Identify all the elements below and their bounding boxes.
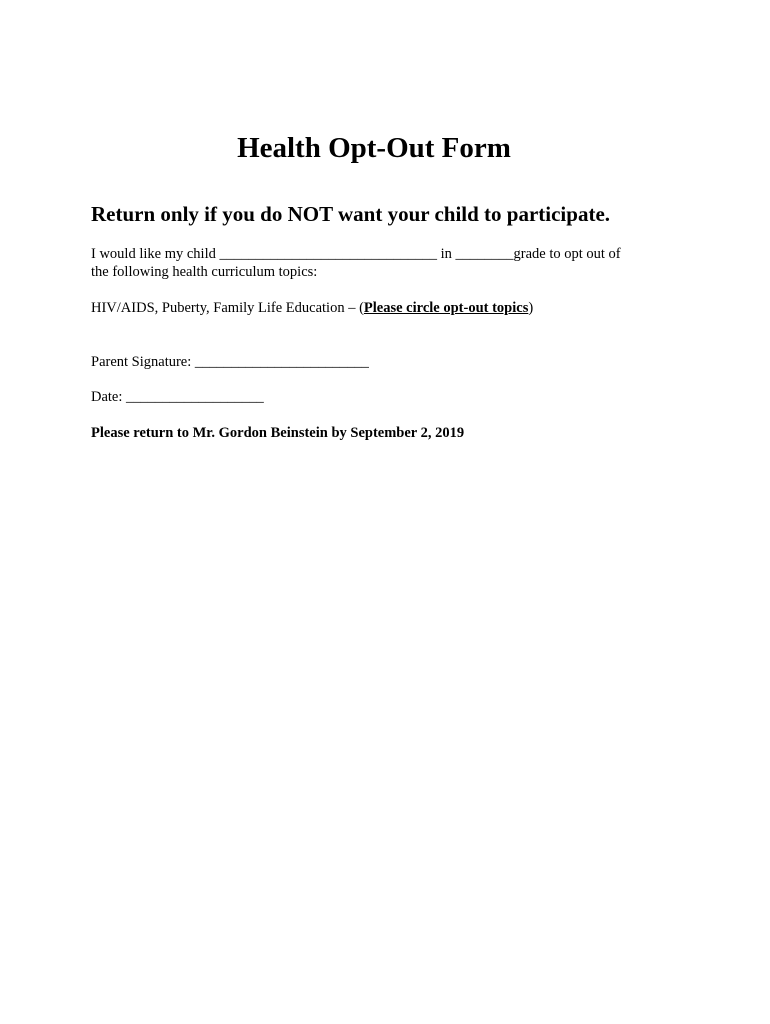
topics-close: ) [528, 300, 534, 316]
date-line: Date: ___________________ [91, 389, 264, 405]
topics-instruction: Please circle opt-out topics [363, 300, 529, 316]
topics-text: HIV/AIDS, Puberty, Family Life Education – ( [91, 300, 364, 316]
parent-signature-line: Parent Signature: ________________________ [91, 354, 369, 370]
topics-line [91, 299, 533, 317]
form-title: Health Opt-Out Form [237, 132, 511, 164]
form-subtitle: Return only if you do NOT want your child to participate. [91, 202, 611, 226]
intro-line-1: I would like my child ______________________________ in ________grade to opt out of [91, 246, 621, 262]
intro-paragraph [91, 245, 621, 281]
intro-line-2: the following health curriculum topics: [91, 264, 318, 280]
return-note: Please return to Mr. Gordon Beinstein by September 2, 2019 [91, 425, 465, 441]
